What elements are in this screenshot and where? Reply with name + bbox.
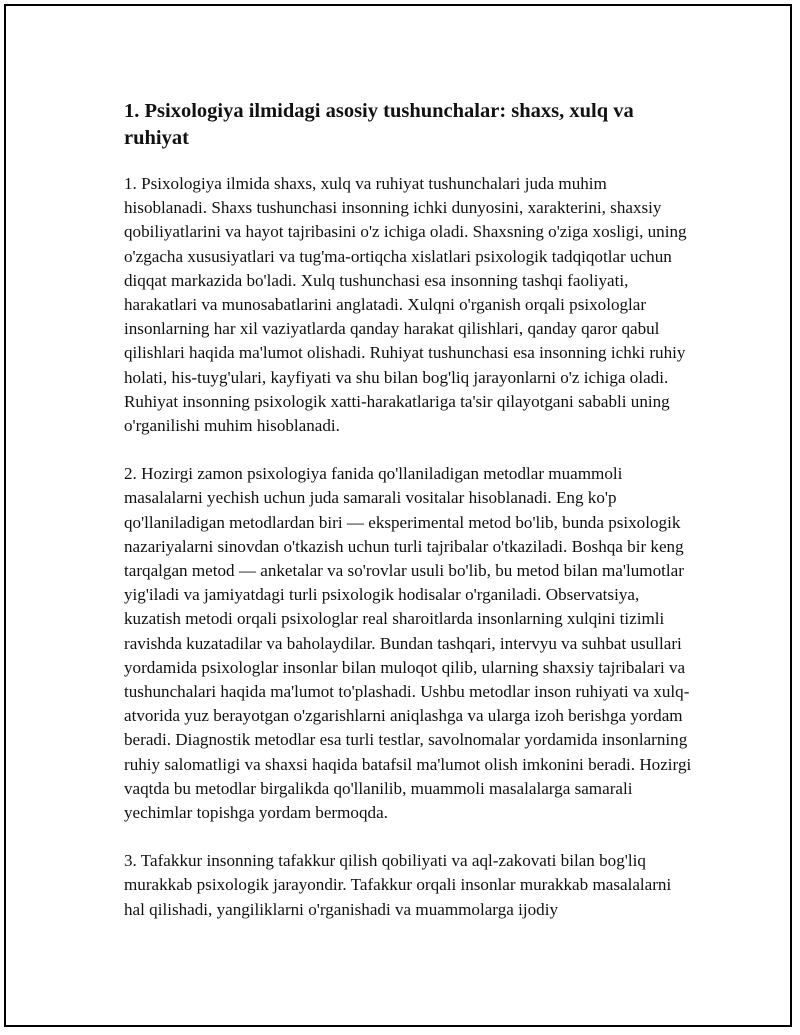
document-content [124, 98, 694, 946]
document-page [4, 4, 792, 1027]
paragraph-1: 1. Psixologiya ilmida shaxs, xulq va ruhiyat tushunchalari juda muhim hisoblanadi. Shaxs tushunchasi insonning ichki dunyosini, xarakterini, shaxsiy qobiliyatlarini va hayot tajribasini o'z ichiga oladi. Shaxsning o'ziga xosligi, uning o'zgacha xususiyatlari va tug'ma-ortiqcha xislatlari psixologik tadqiqotlar uchun diqqat markazida bo'ladi. Xulq tushunchasi esa insonning tashqi faoliyati, harakatlari va munosabatlarini anglatadi. Xulqni o'rganish orqali psixologlar insonlarning har xil vaziyatlarda qanday harakat qilishlari, qanday qaror qabul qilishlari haqida ma'lumot olishadi. Ruhiyat tushunchasi esa insonning ichki ruhiy holati, his-tuyg'ulari, kayfiyati va shu bilan bog'liq jarayonlarni o'z ichiga oladi. Ruhiyat insonning psixologik xatti-harakatlariga ta'sir qilayotgani sababli uning o'rganilishi muhim hisoblanadi. [124, 174, 687, 436]
paragraph-2: 2. Hozirgi zamon psixologiya fanida qo'llaniladigan metodlar muammoli masalalarni yechish uchun juda samarali vositalar hisoblanadi. Eng ko'p qo'llaniladigan metodlardan biri — eksperimental metod bo'lib, bunda psixologik nazariyalarni sinovdan o'tkazish uchun turli tajribalar o'tkaziladi. Boshqa bir keng tarqalgan metod — anketalar va so'rovlar usuli bo'lib, bu metod bilan ma'lumotlar yig'iladi va jamiyatdagi turli psixologik hodisalar o'rganiladi. Observatsiya, kuzatish metodi orqali psixologlar real sharoitlarda insonlarning xulqini tizimli ravishda kuzatadilar va baholaydilar. Bundan tashqari, intervyu va suhbat usullari yordamida psixologlar insonlar bilan muloqot qilib, ularning shaxsiy tajribalari va tushunchalari haqida ma'lumot to'plashadi. Ushbu metodlar inson ruhiyati va xulq-atvorida yuz berayotgan o'zgarishlarni aniqlashga va ularga izoh berishga yordam beradi. Diagnostik metodlar esa turli testlar, savolnomalar yordamida insonlarning ruhiy salomatligi va shaxsi haqida batafsil ma'lumot olish imkonini beradi. Hozirgi vaqtda bu metodlar birgalikda qo'llanilib, muammoli masalalarga samarali yechimlar topishga yordam bermoqda. [124, 464, 692, 823]
paragraph-3: 3. Tafakkur insonning tafakkur qilish qobiliyati va aql-zakovati bilan bog'liq murakkab psixologik jarayondir. Tafakkur orqali insonlar murakkab masalalarni hal qilishadi, yangiliklarni o'rganishadi va muammolarga ijodiy [124, 851, 672, 919]
document-title: 1. Psixologiya ilmidagi asosiy tushunchalar: shaxs, xulq va ruhiyat [124, 100, 634, 149]
